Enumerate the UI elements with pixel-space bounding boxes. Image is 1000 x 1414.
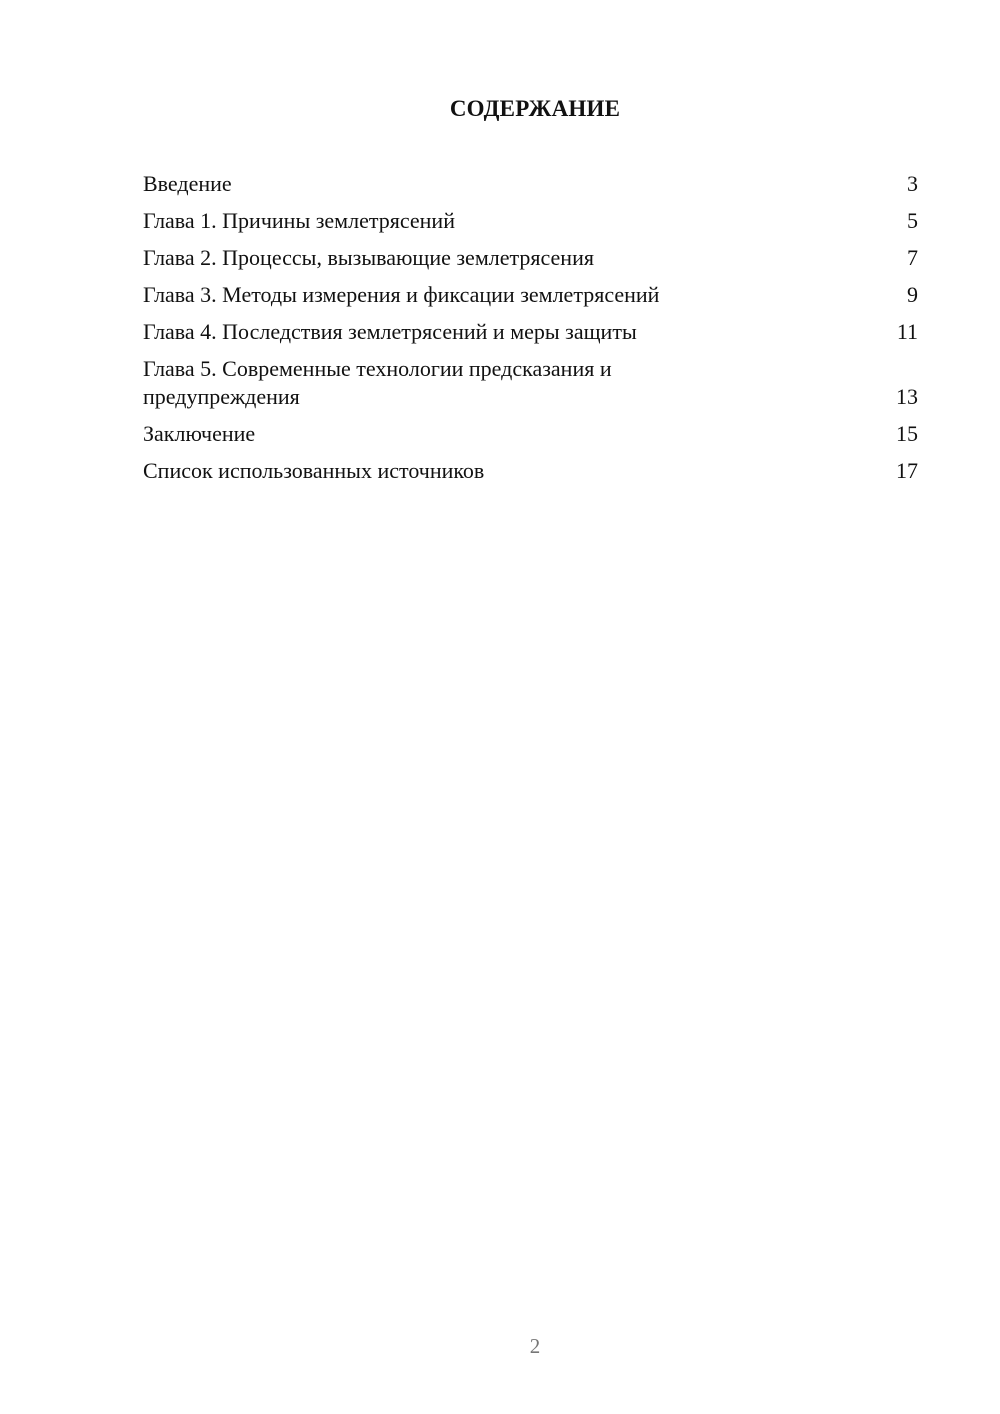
toc-title: СОДЕРЖАНИЕ (449, 96, 621, 121)
page-number: 2 (529, 1334, 541, 1358)
toc-entry-label: Глава 1. Причины землетрясений (143, 208, 455, 233)
toc-entry-page: 9 (907, 282, 918, 307)
toc-entry (143, 281, 918, 309)
toc-entry-label: Глава 4. Последствия землетрясений и меры защиты (143, 319, 637, 344)
table-of-contents (143, 170, 918, 494)
toc-entry-page: 7 (907, 245, 918, 270)
toc-entry (143, 207, 918, 235)
toc-entry (143, 318, 918, 346)
toc-entry-label: Глава 3. Методы измерения и фиксации землетрясений (143, 282, 660, 307)
toc-entry-page: 5 (907, 208, 918, 233)
toc-entry (143, 420, 918, 448)
toc-entry (143, 244, 918, 272)
toc-entry-page: 17 (896, 458, 918, 483)
toc-entry-label: Список использованных источников (143, 458, 485, 483)
toc-entry-label: Введение (143, 171, 232, 196)
toc-entry-page: 15 (896, 421, 918, 446)
toc-entry (143, 355, 918, 411)
toc-entry-label: Заключение (143, 421, 256, 446)
toc-entry (143, 170, 918, 198)
toc-entry (143, 457, 918, 485)
toc-entry-label: Глава 5. Современные технологии предсказания и предупреждения (143, 356, 612, 409)
toc-entry-label: Глава 2. Процессы, вызывающие землетрясения (143, 245, 594, 270)
toc-entry-page: 3 (907, 171, 918, 196)
toc-entry-page: 11 (896, 319, 918, 344)
toc-entry-page: 13 (896, 384, 918, 409)
